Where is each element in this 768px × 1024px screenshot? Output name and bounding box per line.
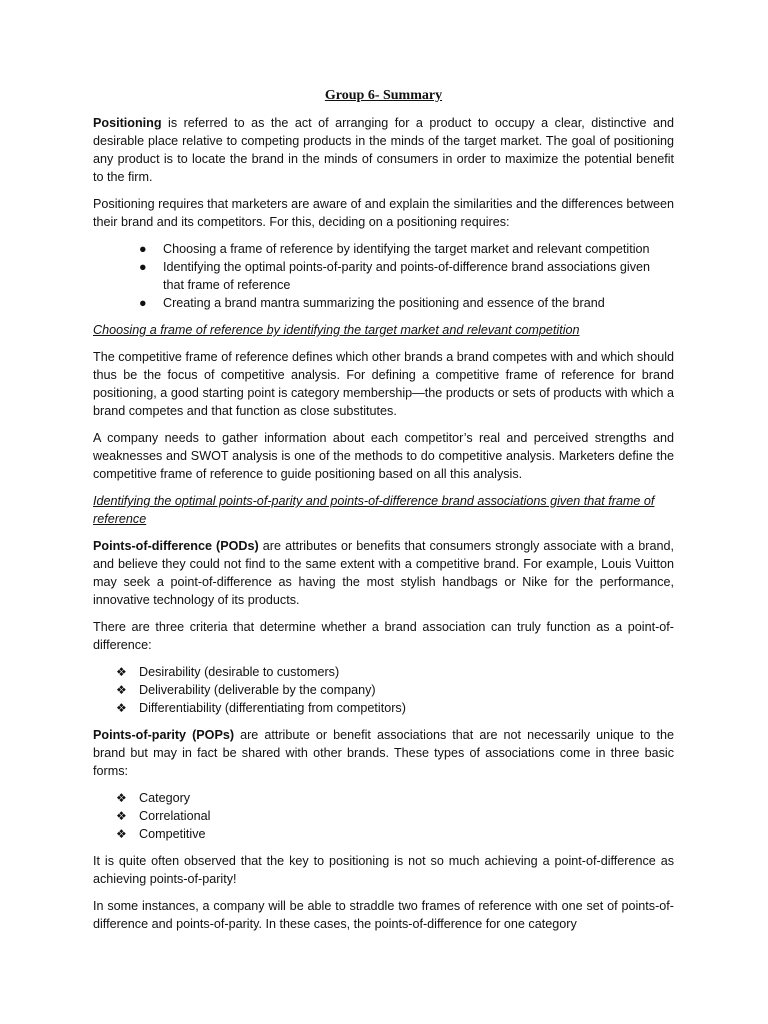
list-item-text: Category xyxy=(139,791,191,805)
section-heading-pops-pods: Identifying the optimal points-of-parity and points-of-difference brand associations given that frame of reference xyxy=(93,494,655,526)
bullet-dot-icon: ● xyxy=(139,260,147,274)
paragraph-text: are attributes or benefits that consumers strongly associate with a brand, and believe they could not find to the same extent with a competitive brand. For example, Louis Vuitton may seek a point-of-difference as having the most stylish handbags or Nike for the performance, innovative technology of its products. xyxy=(93,539,674,607)
diamond-bullet-icon: ❖ xyxy=(116,809,127,823)
list-item xyxy=(93,258,674,294)
bold-term-positioning: Positioning xyxy=(93,116,162,130)
criteria-list xyxy=(93,663,674,717)
list-item xyxy=(93,789,674,807)
list-item xyxy=(93,825,674,843)
paragraph-three-criteria: There are three criteria that determine whether a brand association can truly function as a point-of-difference: xyxy=(93,620,674,652)
diamond-bullet-icon: ❖ xyxy=(116,827,127,841)
paragraph-competitive-frame: The competitive frame of reference defines which other brands a brand competes with and which should thus be the focus of competitive analysis. For defining a competitive frame of reference for brand positioning, a good starting point is category membership—the products or sets of products with which a brand competes and that function as close substitutes. xyxy=(93,350,674,418)
bold-term-pops: Points-of-parity (POPs) xyxy=(93,728,235,742)
list-item-text: Identifying the optimal points-of-parity and points-of-difference brand associations given that frame of reference xyxy=(163,260,651,292)
document-page xyxy=(93,86,674,942)
list-item xyxy=(93,807,674,825)
list-item-text: Differentiability (differentiating from competitors) xyxy=(139,701,406,715)
paragraph-text: are attribute or benefit associations that are not necessarily unique to the brand but may in fact be shared with other brands. These types of associations come in three basic forms: xyxy=(93,728,674,778)
bullet-dot-icon: ● xyxy=(139,242,147,256)
list-item xyxy=(93,699,674,717)
list-item-text: Choosing a frame of reference by identifying the target market and relevant competition xyxy=(163,242,650,256)
bullet-dot-icon: ● xyxy=(139,296,147,310)
list-item xyxy=(93,681,674,699)
paragraph-key-to-positioning: It is quite often observed that the key to positioning is not so much achieving a point-of-difference as achieving points-of-parity! xyxy=(93,854,674,886)
diamond-bullet-icon: ❖ xyxy=(116,665,127,679)
paragraph-positioning-requires: Positioning requires that marketers are aware of and explain the similarities and the differences between their brand and its competitors. For this, deciding on a positioning requires: xyxy=(93,197,674,229)
paragraph-straddle-frames: In some instances, a company will be able to straddle two frames of reference with one set of points-of-difference and points-of-parity. In these cases, the points-of-difference for one category xyxy=(93,899,674,931)
list-item-text: Correlational xyxy=(139,809,211,823)
requirements-list xyxy=(93,240,674,312)
bold-term-pods: Points-of-difference (PODs) xyxy=(93,539,259,553)
list-item-text: Desirability (desirable to customers) xyxy=(139,665,340,679)
forms-list xyxy=(93,789,674,843)
document-title: Group 6- Summary xyxy=(324,88,443,103)
list-item-text: Creating a brand mantra summarizing the positioning and essence of the brand xyxy=(163,296,605,310)
diamond-bullet-icon: ❖ xyxy=(116,791,127,805)
paragraph-points-of-parity xyxy=(93,726,674,780)
diamond-bullet-icon: ❖ xyxy=(116,683,127,697)
list-item xyxy=(93,663,674,681)
section-heading-frame-of-reference: Choosing a frame of reference by identifying the target market and relevant competition xyxy=(93,323,580,337)
list-item xyxy=(93,240,674,258)
paragraph-positioning-definition xyxy=(93,114,674,186)
list-item-text: Deliverability (deliverable by the company) xyxy=(139,683,376,697)
list-item xyxy=(93,294,674,312)
diamond-bullet-icon: ❖ xyxy=(116,701,127,715)
list-item-text: Competitive xyxy=(139,827,206,841)
paragraph-text: is referred to as the act of arranging for a product to occupy a clear, distinctive and desirable place relative to competing products in the minds of the target market. The goal of positioning any product is to locate the brand in the minds of consumers in order to maximize the potential benefit to the firm. xyxy=(93,116,674,184)
paragraph-points-of-difference xyxy=(93,537,674,609)
paragraph-competitor-information: A company needs to gather information about each competitor’s real and perceived strengths and weaknesses and SWOT analysis is one of the methods to do competitive analysis. Marketers define the competitive frame of reference to guide positioning based on all this analysis. xyxy=(93,431,674,481)
